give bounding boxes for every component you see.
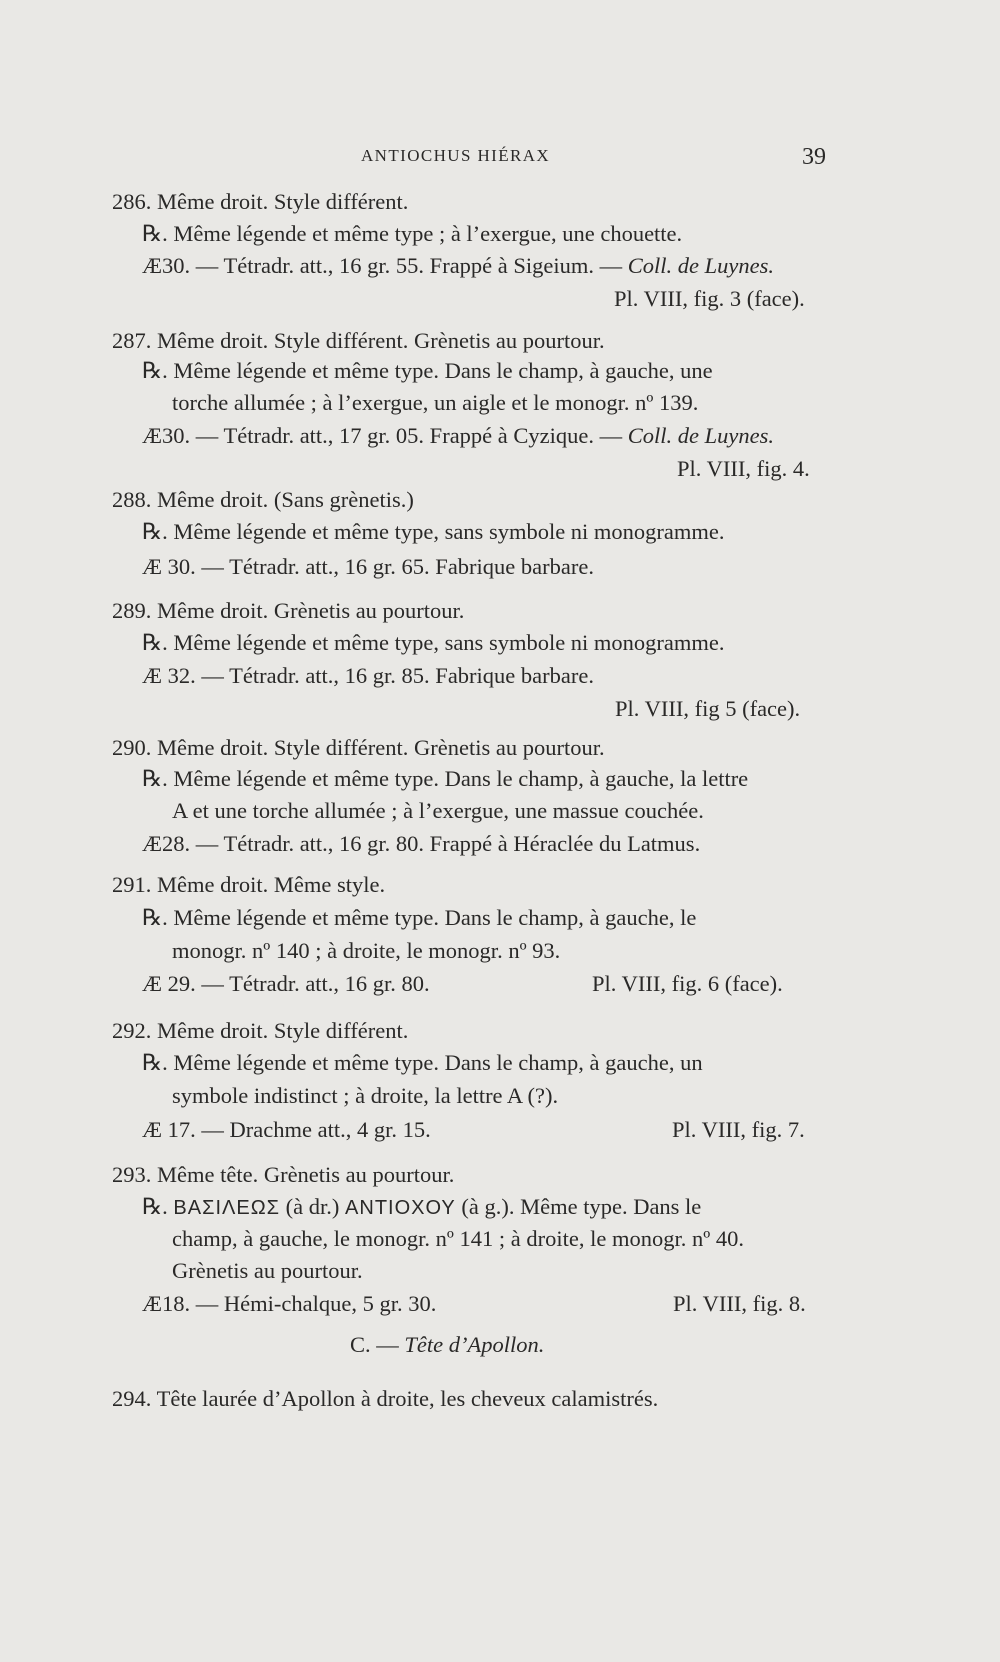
reverse-symbol: ℞. [142,358,168,383]
reverse-text: Même légende et même type. Dans le champ, à gauche, un [173,1050,703,1075]
entry-292-reverse-line-2: symbole indistinct ; à droite, la lettre A (?). [172,1083,559,1108]
entry-291-obverse-line [112,870,385,900]
entry-290-obverse-line [112,733,605,763]
reverse-symbol: ℞. [142,1194,168,1219]
reverse-symbol: ℞. [142,519,168,544]
entry-number: 294. [112,1386,152,1411]
entry-293-reverse-line-2: champ, à gauche, le monogr. nº 141 ; à droite, le monogr. nº 40. [172,1226,744,1251]
entry-287-metrology-line [142,421,774,451]
section-label: C. — [350,1332,399,1357]
metal-symbol: Æ [142,253,163,278]
entry-289-reverse-line [142,628,725,658]
entry-288-reverse-line [142,517,725,547]
obverse-text: Même droit. Grènetis au pourtour. [157,598,465,623]
entry-number: 292. [112,1018,152,1043]
size-weight-text: 28. — Tétradr. att., 16 gr. 80. Frappé à Héraclée du Latmus. [162,831,701,856]
entry-number: 288. [112,487,152,512]
obverse-text: Même droit. Style différent. [157,189,409,214]
size-weight-text: 30. — Tétradr. att., 16 gr. 65. Fabrique barbare. [167,554,594,579]
entry-number: 286. [112,189,152,214]
entry-number: 291. [112,872,152,897]
reverse-text: Même légende et même type ; à l’exergue, une chouette. [173,221,683,246]
obverse-text: Même droit. Style différent. Grènetis au pourtour. [157,735,605,760]
obverse-text: Même droit. Style différent. Grènetis au pourtour. [157,328,605,353]
entry-290-reverse-line-2: A et une torche allumée ; à l’exergue, une massue couchée. [172,798,704,823]
reverse-text: Même légende et même type, sans symbole ni monogramme. [173,630,725,655]
metal-symbol: Æ [142,423,163,448]
entry-289-metrology-line [142,661,594,691]
metal-symbol: Æ [142,971,163,996]
entry-293-metrology-line [142,1289,436,1319]
obverse-text: Même droit. Style différent. [157,1018,409,1043]
reverse-text: Même légende et même type. Dans le champ, à gauche, le [173,905,697,930]
entry-291-reverse-line-2: monogr. nº 140 ; à droite, le monogr. nº 93. [172,938,561,963]
reverse-symbol: ℞. [142,766,168,791]
metal-symbol: Æ [142,831,163,856]
section-heading [350,1330,544,1360]
metal-symbol: Æ [142,1291,163,1316]
running-head: ANTIOCHUS HIÉRAX [361,146,551,165]
reverse-symbol: ℞. [142,905,168,930]
entry-number: 289. [112,598,152,623]
reverse-text: Même légende et même type. Dans le champ, à gauche, une [173,358,713,383]
entry-number: 287. [112,328,152,353]
reverse-symbol: ℞. [142,630,168,655]
entry-288-metrology-line [142,552,594,582]
metal-symbol: Æ [142,663,163,688]
entry-286-obverse-line [112,187,408,217]
reverse-text: (à g.). Même type. Dans le [461,1194,702,1219]
entry-number: 293. [112,1162,152,1187]
entry-287-reverse-line [142,356,713,386]
metal-symbol: Æ [142,1117,163,1142]
entry-287-obverse-line [112,326,605,356]
reverse-symbol: ℞. [142,221,168,246]
size-weight-text: 18. — Hémi-chalque, 5 gr. 30. [162,1291,437,1316]
entry-293-obverse-line [112,1160,454,1190]
section-title: Tête d’Apollon. [404,1332,545,1357]
collection-text: Coll. de Luynes. [627,253,775,278]
entry-291-plate: Pl. VIII, fig. 6 (face). [592,971,783,996]
entry-291-metrology-line [142,969,430,999]
size-weight-text: 17. — Drachme att., 4 gr. 15. [167,1117,431,1142]
size-weight-text: 29. — Tétradr. att., 16 gr. 80. [167,971,430,996]
entry-293-reverse-line [142,1192,701,1223]
entry-289-obverse-line [112,596,464,626]
reverse-symbol: ℞. [142,1050,168,1075]
reverse-text: Même légende et même type. Dans le champ, à gauche, la lettre [173,766,749,791]
entry-294-obverse-line [112,1384,658,1414]
entry-286-metrology-line [142,251,774,281]
entry-286-reverse-line [142,219,682,249]
size-weight-text: 30. — Tétradr. att., 17 gr. 05. Frappé à Cyzique. — [162,423,623,448]
entry-292-reverse-line [142,1048,703,1078]
reverse-text: (à dr.) [285,1194,340,1219]
entry-287-plate: Pl. VIII, fig. 4. [677,456,810,481]
obverse-text: Même droit. (Sans grènetis.) [157,487,414,512]
entry-number: 290. [112,735,152,760]
greek-legend-1: ΒΑΣΙΛΕΩΣ [173,1197,281,1219]
entry-293-reverse-line-3: Grènetis au pourtour. [172,1258,363,1283]
entry-288-obverse-line [112,485,414,515]
collection-text: Coll. de Luynes. [627,423,775,448]
greek-legend-2: ΑΝΤΙΟΧΟΥ [345,1197,456,1219]
entry-290-metrology-line [142,829,700,859]
entry-293-plate: Pl. VIII, fig. 8. [673,1291,806,1316]
entry-287-reverse-line-2: torche allumée ; à l’exergue, un aigle et le monogr. nº 139. [172,390,699,415]
entry-290-reverse-line [142,764,748,794]
entry-286-plate: Pl. VIII, fig. 3 (face). [614,286,805,311]
reverse-text: Même légende et même type, sans symbole ni monogramme. [173,519,725,544]
obverse-text: Même tête. Grènetis au pourtour. [157,1162,455,1187]
metal-symbol: Æ [142,554,163,579]
entry-292-obverse-line [112,1016,408,1046]
obverse-text: Même droit. Même style. [157,872,386,897]
page-number: 39 [802,144,826,170]
entry-291-reverse-line [142,903,696,933]
entry-292-plate: Pl. VIII, fig. 7. [672,1117,805,1142]
entry-289-plate: Pl. VIII, fig 5 (face). [615,696,801,721]
size-weight-text: 32. — Tétradr. att., 16 gr. 85. Fabrique barbare. [167,663,594,688]
entry-292-metrology-line [142,1115,431,1145]
obverse-text: Tête laurée d’Apollon à droite, les cheveux calamistrés. [156,1386,659,1411]
size-weight-text: 30. — Tétradr. att., 16 gr. 55. Frappé à Sigeium. — [162,253,623,278]
